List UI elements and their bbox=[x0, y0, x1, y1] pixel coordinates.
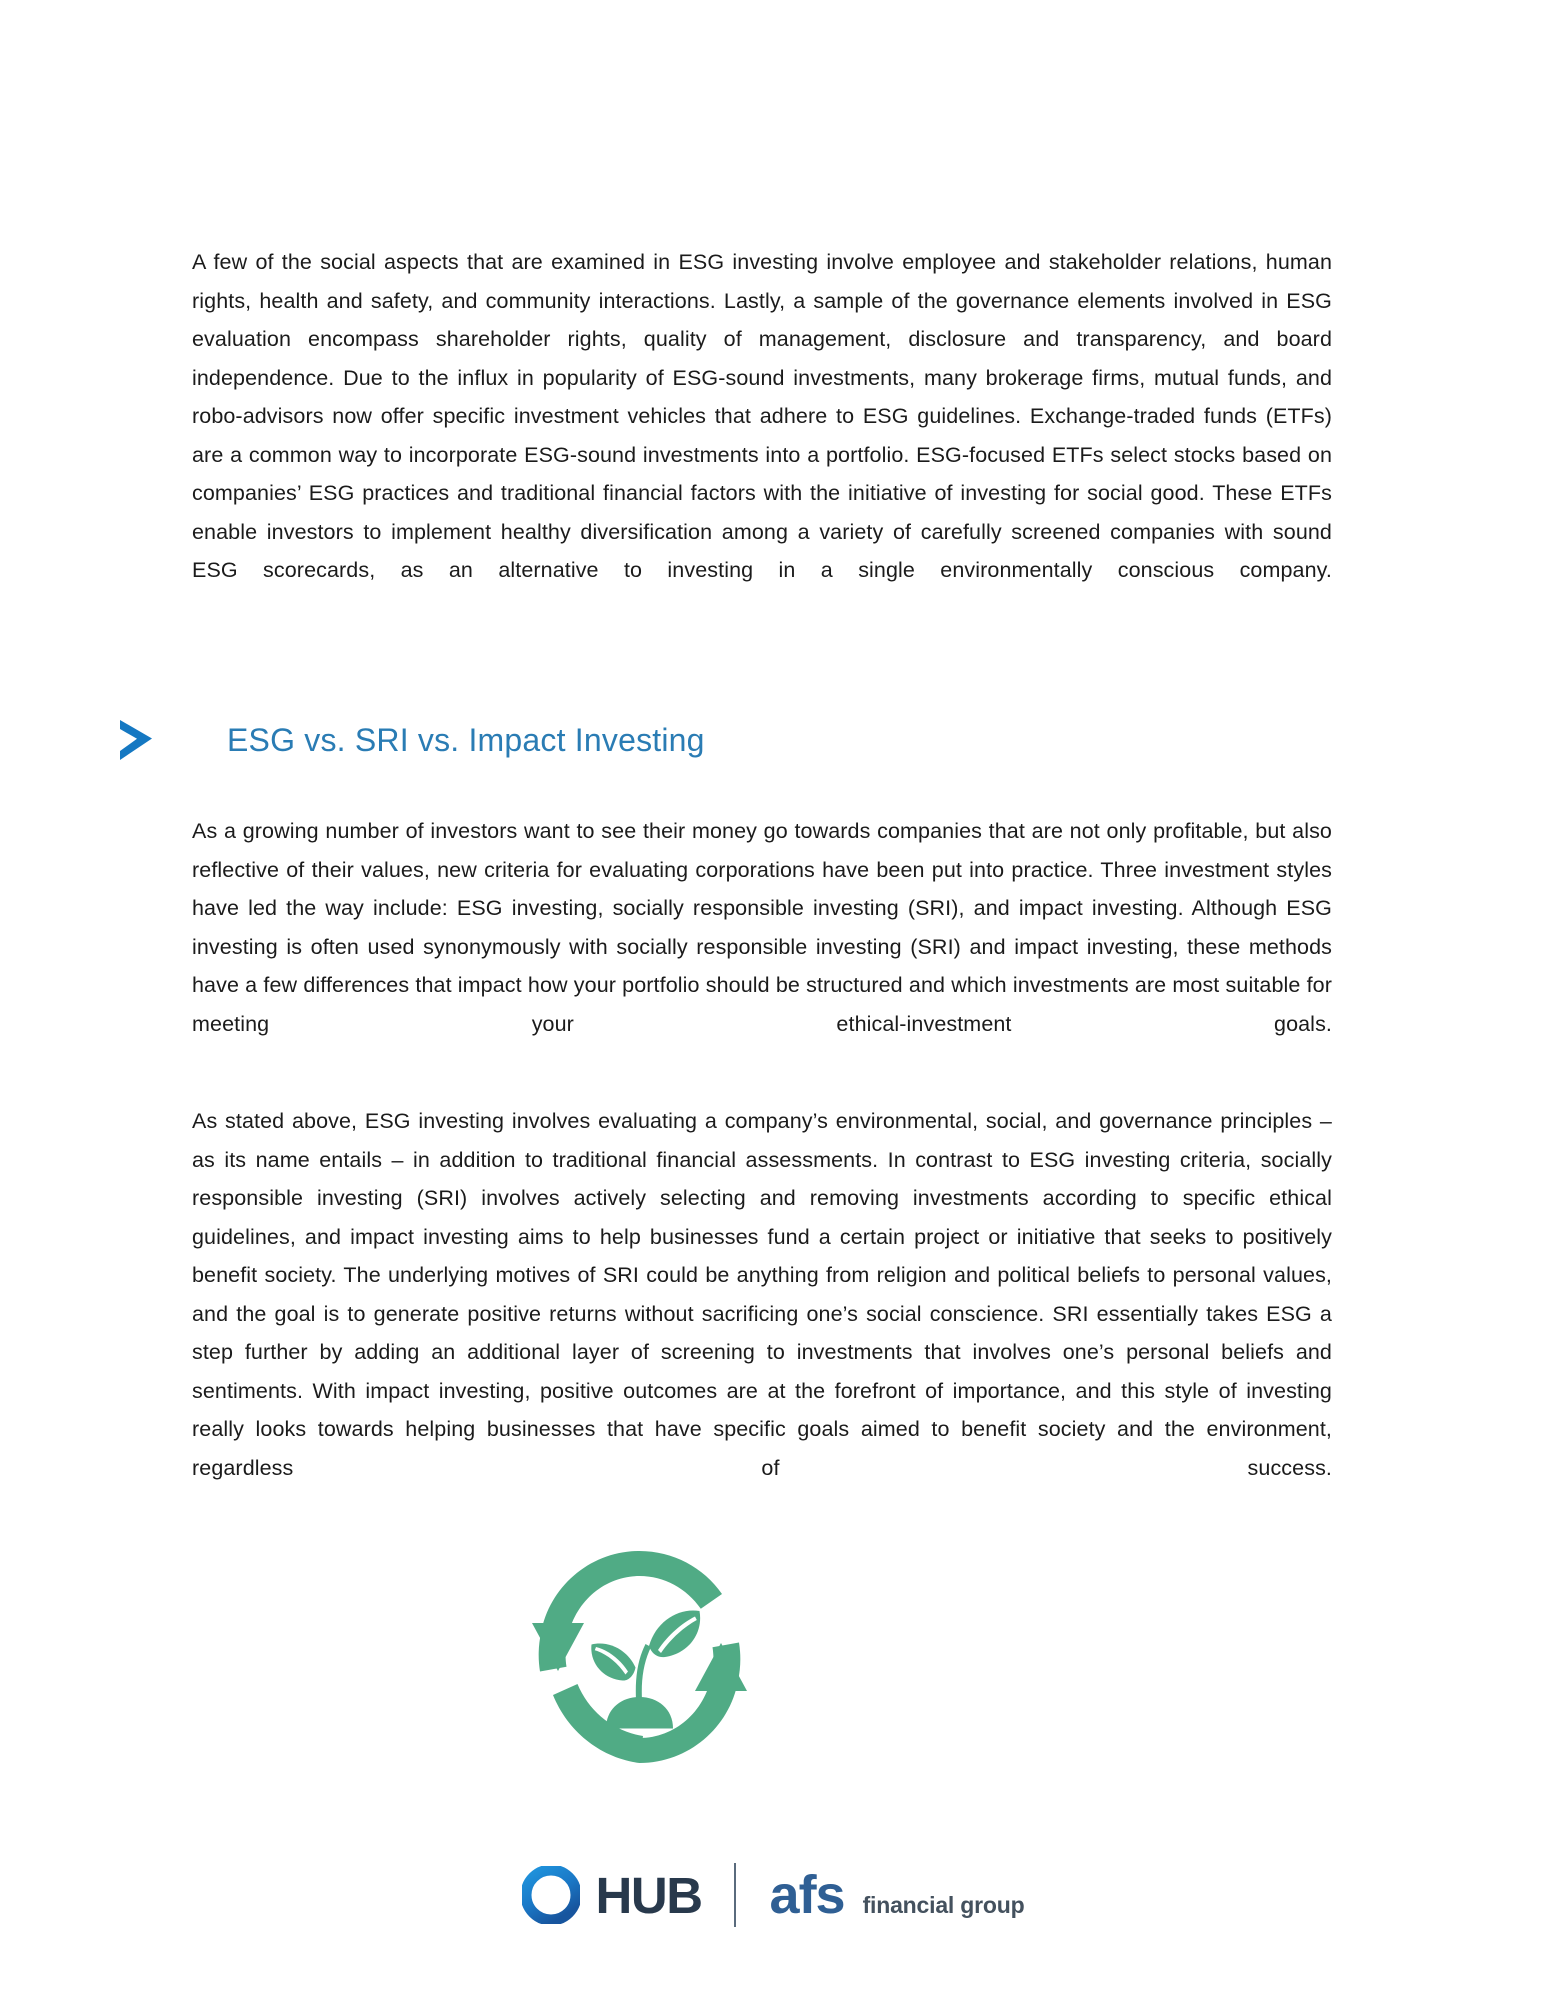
page-section-title: ESG vs. SRI vs. Impact Investing bbox=[227, 722, 705, 758]
hub-ring-icon bbox=[522, 1866, 580, 1924]
afs-wordmark: afs bbox=[769, 1865, 845, 1925]
page-content bbox=[192, 0, 1354, 2000]
paragraph-growing-investors: As a growing number of investors want to see their money go towards companies that are not only profitable, but also reflective of their values, new criteria for evaluating corporations have been put into practice. Three investment styles have led the way include: ESG investing, socially responsible investing (SRI), and impact investing. Although ESG investing is often used synonymously with socially responsible investing (SRI) and impact investing, these methods have a few differences that impact how your portfolio should be structured and which investments are most suitable for meeting your ethical-investment goals. bbox=[192, 819, 1332, 1036]
right-arrow-icon bbox=[112, 717, 158, 763]
page-footer bbox=[192, 1840, 1354, 1950]
hub-logo bbox=[522, 1866, 734, 1924]
afs-tagline: financial group bbox=[862, 1892, 1025, 1918]
afs-logo bbox=[736, 1865, 1025, 1925]
paragraph-esg-sri-impact-differences: As stated above, ESG investing involves evaluating a company’s environmental, social, and governance principles – as its name entails – in addition to traditional financial assessments. In contrast to ESG investing criteria, socially responsible investing (SRI) involves actively selecting and removing investments according to specific ethical guidelines, and impact investing aims to help businesses fund a certain project or initiative that seeks to positively benefit society. The underlying motives of SRI could be anything from religion and political beliefs to personal values, and the goal is to generate positive returns without sacrificing one’s social conscience. SRI essentially takes ESG a step further by adding an additional layer of screening to investments that involves one’s personal beliefs and sentiments. With impact investing, positive outcomes are at the forefront of importance, and this style of investing really looks towards helping businesses that have specific goals aimed to benefit society and the environment, regardless of success. bbox=[192, 1109, 1332, 1480]
footer-logo-lockup bbox=[522, 1863, 1025, 1927]
hub-wordmark: HUB bbox=[595, 1866, 702, 1924]
paragraph-social-aspects: A few of the social aspects that are examined in ESG investing involve employee and stakeholder relations, human rights, health and safety, and community interactions. Lastly, a sample of the governance elements involved in ESG evaluation encompass shareholder rights, quality of management, disclosure and transparency, and board independence. Due to the influx in popularity of ESG-sound investments, many brokerage firms, mutual funds, and robo-advisors now offer specific investment vehicles that adhere to ESG guidelines. Exchange-traded funds (ETFs) are a common way to incorporate ESG-sound investments into a portfolio. ESG-focused ETFs select stocks based on companies’ ESG practices and traditional financial factors with the initiative of investing for social good. These ETFs enable investors to implement healthy diversification among a variety of carefully screened companies with sound ESG scorecards, as an alternative to investing in a single environmentally conscious company. bbox=[192, 250, 1332, 582]
eco-recycle-plant-icon bbox=[527, 1545, 752, 1770]
section-heading-row bbox=[112, 710, 1352, 770]
